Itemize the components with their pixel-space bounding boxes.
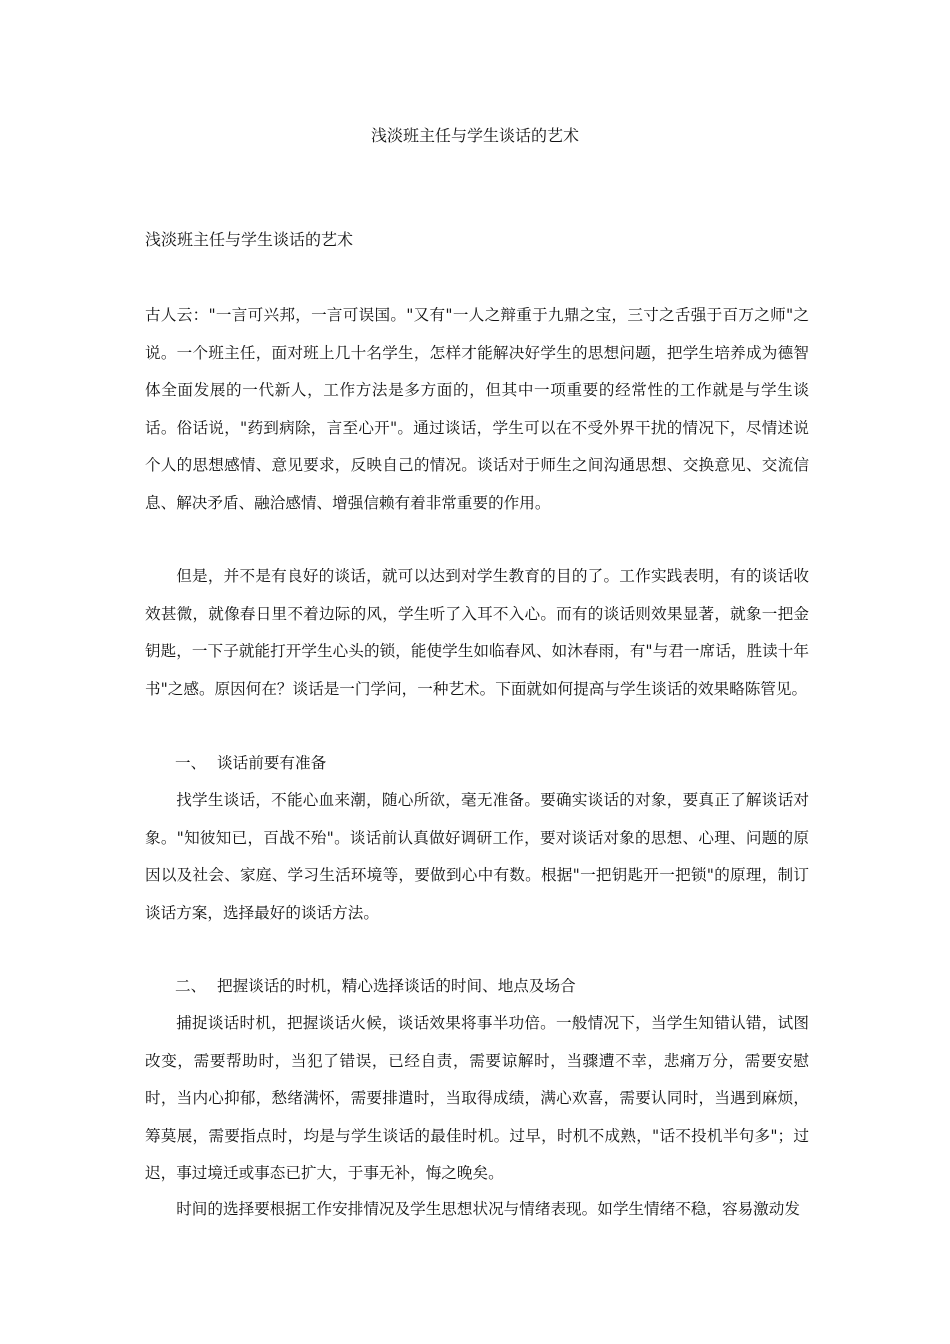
section-2-body-continued: 时间的选择要根据工作安排情况及学生思想状况与情绪表现。如学生情绪不稳，容易激动发 xyxy=(176,1200,800,1218)
section-2-heading xyxy=(175,974,576,998)
paragraph-2: 但是，并不是有良好的谈话，就可以达到对学生教育的目的了。工作实践表明，有的谈话收效甚微，就像春日里不着边际的风，学生听了入耳不入心。而有的谈话则效果显著，就象一把金钥匙，一下子就能打开学生心头的锁，能使学生如临春风、如沐春雨，有"与君一席话，胜读十年书"之感。原因何在？谈话是一门学问，一种艺术。下面就如何提高与学生谈话的效果略陈管见。 xyxy=(145,567,809,698)
section-1-heading xyxy=(175,751,326,775)
section-2-title: 把握谈话的时机，精心选择谈话的时间、地点及场合 xyxy=(217,977,576,995)
section-1-number: 一、 xyxy=(175,754,207,772)
section-1-body: 找学生谈话，不能心血来潮，随心所欲，毫无准备。要确实谈话的对象，要真正了解谈话对象。"知彼知已，百战不殆"。谈话前认真做好调研工作，要对谈话对象的思想、心理、问题的原因以及社会、家庭、学习生活环境等，要做到心中有数。根据"一把钥匙开一把锁"的原理，制订谈话方案，选择最好的谈话方法。 xyxy=(145,791,809,922)
section-1-title: 谈话前要有准备 xyxy=(217,754,327,772)
document-subtitle: 浅淡班主任与学生谈话的艺术 xyxy=(145,230,354,249)
paragraph-intro: 古人云："一言可兴邦，一言可误国。"又有"一人之辩重于九鼎之宝，三寸之舌强于百万之师"之说。一个班主任，面对班上几十名学生，怎样才能解决好学生的思想问题，把学生培养成为德智体全面发展的一代新人，工作方法是多方面的，但其中一项重要的经常性的工作就是与学生谈话。俗话说，"药到病除，言至心开"。通过谈话，学生可以在不受外界干扰的情况下，尽情述说个人的思想感情、意见要求，反映自己的情况。谈话对于师生之间沟通思想、交换意见、交流信息、解决矛盾、融洽感情、增强信赖有着非常重要的作用。 xyxy=(145,306,809,512)
section-2-number: 二、 xyxy=(175,977,207,995)
section-2-body: 捕捉谈话时机，把握谈话火候，谈话效果将事半功倍。一般情况下，当学生知错认错，试图改变，需要帮助时，当犯了错误，已经自责，需要谅解时，当骤遭不幸，悲痛万分，需要安慰时，当内心抑郁，愁绪满怀，需要排遣时，当取得成绩，满心欢喜，需要认同时，当遇到麻烦，筹莫展，需要指点时，均是与学生谈话的最佳时机。过早，时机不成熟，"话不投机半句多"；过迟，事过境迁或事态已扩大，于事无补，悔之晚矣。 xyxy=(145,1014,809,1182)
document-title: 浅淡班主任与学生谈话的艺术 xyxy=(370,126,579,145)
